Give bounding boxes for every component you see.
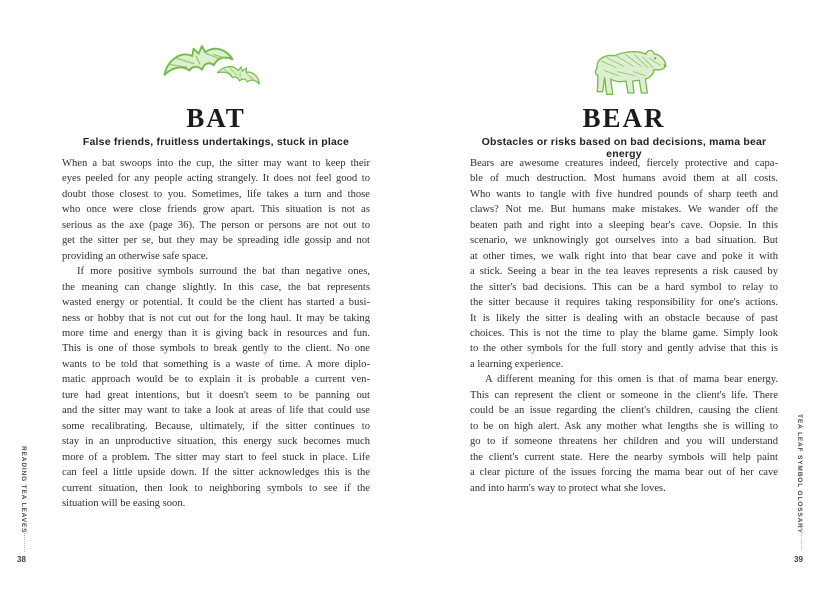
text-line: matic approach would be to explain it is probable a current ven- bbox=[62, 374, 370, 386]
entry-title-bear: BEAR bbox=[582, 103, 666, 133]
text-line: the sitter's bad decisions. This can be a hard symbol to relay to bbox=[470, 281, 778, 293]
text-line: Bears are awesome creatures indeed, fiercely protective and capa- bbox=[470, 158, 778, 169]
text-line: could be an issue regarding the client's children, causing the client bbox=[470, 405, 778, 417]
text-line: This is one of those symbols to break gently to the client. No one bbox=[62, 343, 370, 355]
page-number-left: 38 bbox=[17, 555, 26, 564]
text-line: scenario, we unknowingly got ourselves into a bad situation. But bbox=[470, 235, 778, 247]
text-line: at other times, we walk right into that bear cave and poke it with bbox=[470, 250, 778, 262]
text-line: Who wants to tangle with five hundred pounds of sharp teeth and bbox=[470, 188, 778, 200]
bear-illustration bbox=[470, 40, 778, 102]
text-line: eyes peeled for any people acting strangely. It does not feel good to bbox=[62, 173, 370, 185]
text-line: serious as the axe (page 36). The person or persons are not out to bbox=[62, 219, 370, 231]
body-text-bear bbox=[470, 156, 778, 496]
text-line: situation will be easing soon. bbox=[62, 497, 186, 509]
text-line: choices. This is not the time to play the blame game. Simply look bbox=[470, 327, 778, 339]
text-line: can feel a little upside down. If the sitter acknowledges this is the bbox=[62, 467, 370, 479]
bear-icon bbox=[575, 41, 673, 101]
running-header-left: READING TEA LEAVES bbox=[20, 446, 27, 534]
paragraph bbox=[470, 372, 778, 496]
text-line: It is likely the sitter is dealing with an obstacle because of past bbox=[470, 312, 778, 324]
dotted-rule-left bbox=[24, 530, 25, 552]
text-line: stay in an unproductive situation, this energy suck becomes much bbox=[62, 436, 370, 448]
text-line: doubt those closest to you. Sometimes, life takes a turn and those bbox=[62, 188, 370, 200]
text-line: current situation, then look to neighboring symbols to see if the bbox=[62, 482, 370, 494]
text-line: This can represent the client or someone in the client's life. There bbox=[470, 389, 778, 401]
dotted-rule-right bbox=[801, 528, 802, 550]
text-line: and into harm's way to protect what she loves. bbox=[470, 482, 666, 494]
text-line: beaten path and right into a sleeping bear's cave. Oopsie. In this bbox=[470, 219, 778, 231]
text-line: the sitter because it requires taking responsibility for one's actions. bbox=[470, 297, 778, 309]
text-line: who once were close friends grow apart. This situation is not as bbox=[62, 204, 370, 216]
text-line: claws? Not me. But humans make mistakes. We wander off the bbox=[470, 204, 778, 216]
text-line: to be on high alert. Ask any mother what lengths she is willing to bbox=[470, 420, 778, 432]
paragraph bbox=[470, 156, 778, 372]
text-line: If more positive symbols surround the bat than negative ones, bbox=[77, 266, 370, 278]
text-line: ble of much destruction. Most humans avoid them at all costs. bbox=[470, 173, 778, 185]
text-line: get the sitter per se, but they may be spreading idle gossip and not bbox=[62, 235, 370, 247]
text-line: wants to be told that something is a waste of time. A more diplo- bbox=[62, 358, 370, 370]
running-header-right: TEA LEAF SYMBOL GLOSSARY bbox=[796, 414, 803, 534]
text-line: ness or hobby that is not cut out for the long haul. It may be taking bbox=[62, 312, 370, 324]
text-line: to the other symbols for the full story and gently advise that this is bbox=[470, 343, 778, 355]
paragraph bbox=[62, 156, 370, 264]
text-line: When a bat swoops into the cup, the sitter may want to keep their bbox=[62, 158, 370, 169]
entry-subtitle-bat: False friends, fruitless undertakings, stuck in place bbox=[82, 136, 350, 148]
text-line: a stick. Seeing a bear in the tea leaves represents a risk caused by bbox=[470, 266, 778, 278]
text-line: A different meaning for this omen is that of mama bear energy. bbox=[485, 374, 778, 386]
bat-icon bbox=[157, 40, 275, 102]
text-line: providing an otherwise safe space. bbox=[62, 250, 209, 262]
paragraph bbox=[62, 264, 370, 511]
text-line: more of a problem. The sitter may start to feel stuck in place. Life bbox=[62, 451, 370, 463]
bat-illustration bbox=[62, 40, 370, 102]
text-line: more time and energy than it is giving back in resources and fun. bbox=[62, 327, 370, 339]
text-line: a learning experience. bbox=[470, 358, 564, 370]
text-line: the client's current state. Here the nearby symbols will help paint bbox=[470, 451, 778, 463]
text-line: ture had great intentions, but it doesn't seem to be panning out bbox=[62, 389, 370, 401]
entry-header-bear bbox=[470, 40, 778, 160]
text-line: the meaning can change slightly. In this case, the bat represents bbox=[62, 281, 370, 293]
text-line: a clear picture of the issues forcing the mama bear out of her cave bbox=[470, 467, 778, 479]
text-line: wasted energy or potential. It could be the client has started a busi- bbox=[62, 297, 370, 309]
text-line: go to if someone threatens her children and you will understand bbox=[470, 436, 778, 448]
entry-header-bat bbox=[62, 40, 370, 148]
text-line: and the sitter may want to take a look at areas of life that could use bbox=[62, 405, 370, 417]
entry-subtitle-bear: Obstacles or risks based on bad decisions, mama bear energy bbox=[481, 136, 767, 160]
body-text-bat bbox=[62, 156, 370, 511]
entry-title-bat: BAT bbox=[186, 103, 246, 133]
text-line: some recalibrating. Because, ultimately, if the sitter continues to bbox=[62, 420, 370, 432]
page-number-right: 39 bbox=[794, 555, 803, 564]
